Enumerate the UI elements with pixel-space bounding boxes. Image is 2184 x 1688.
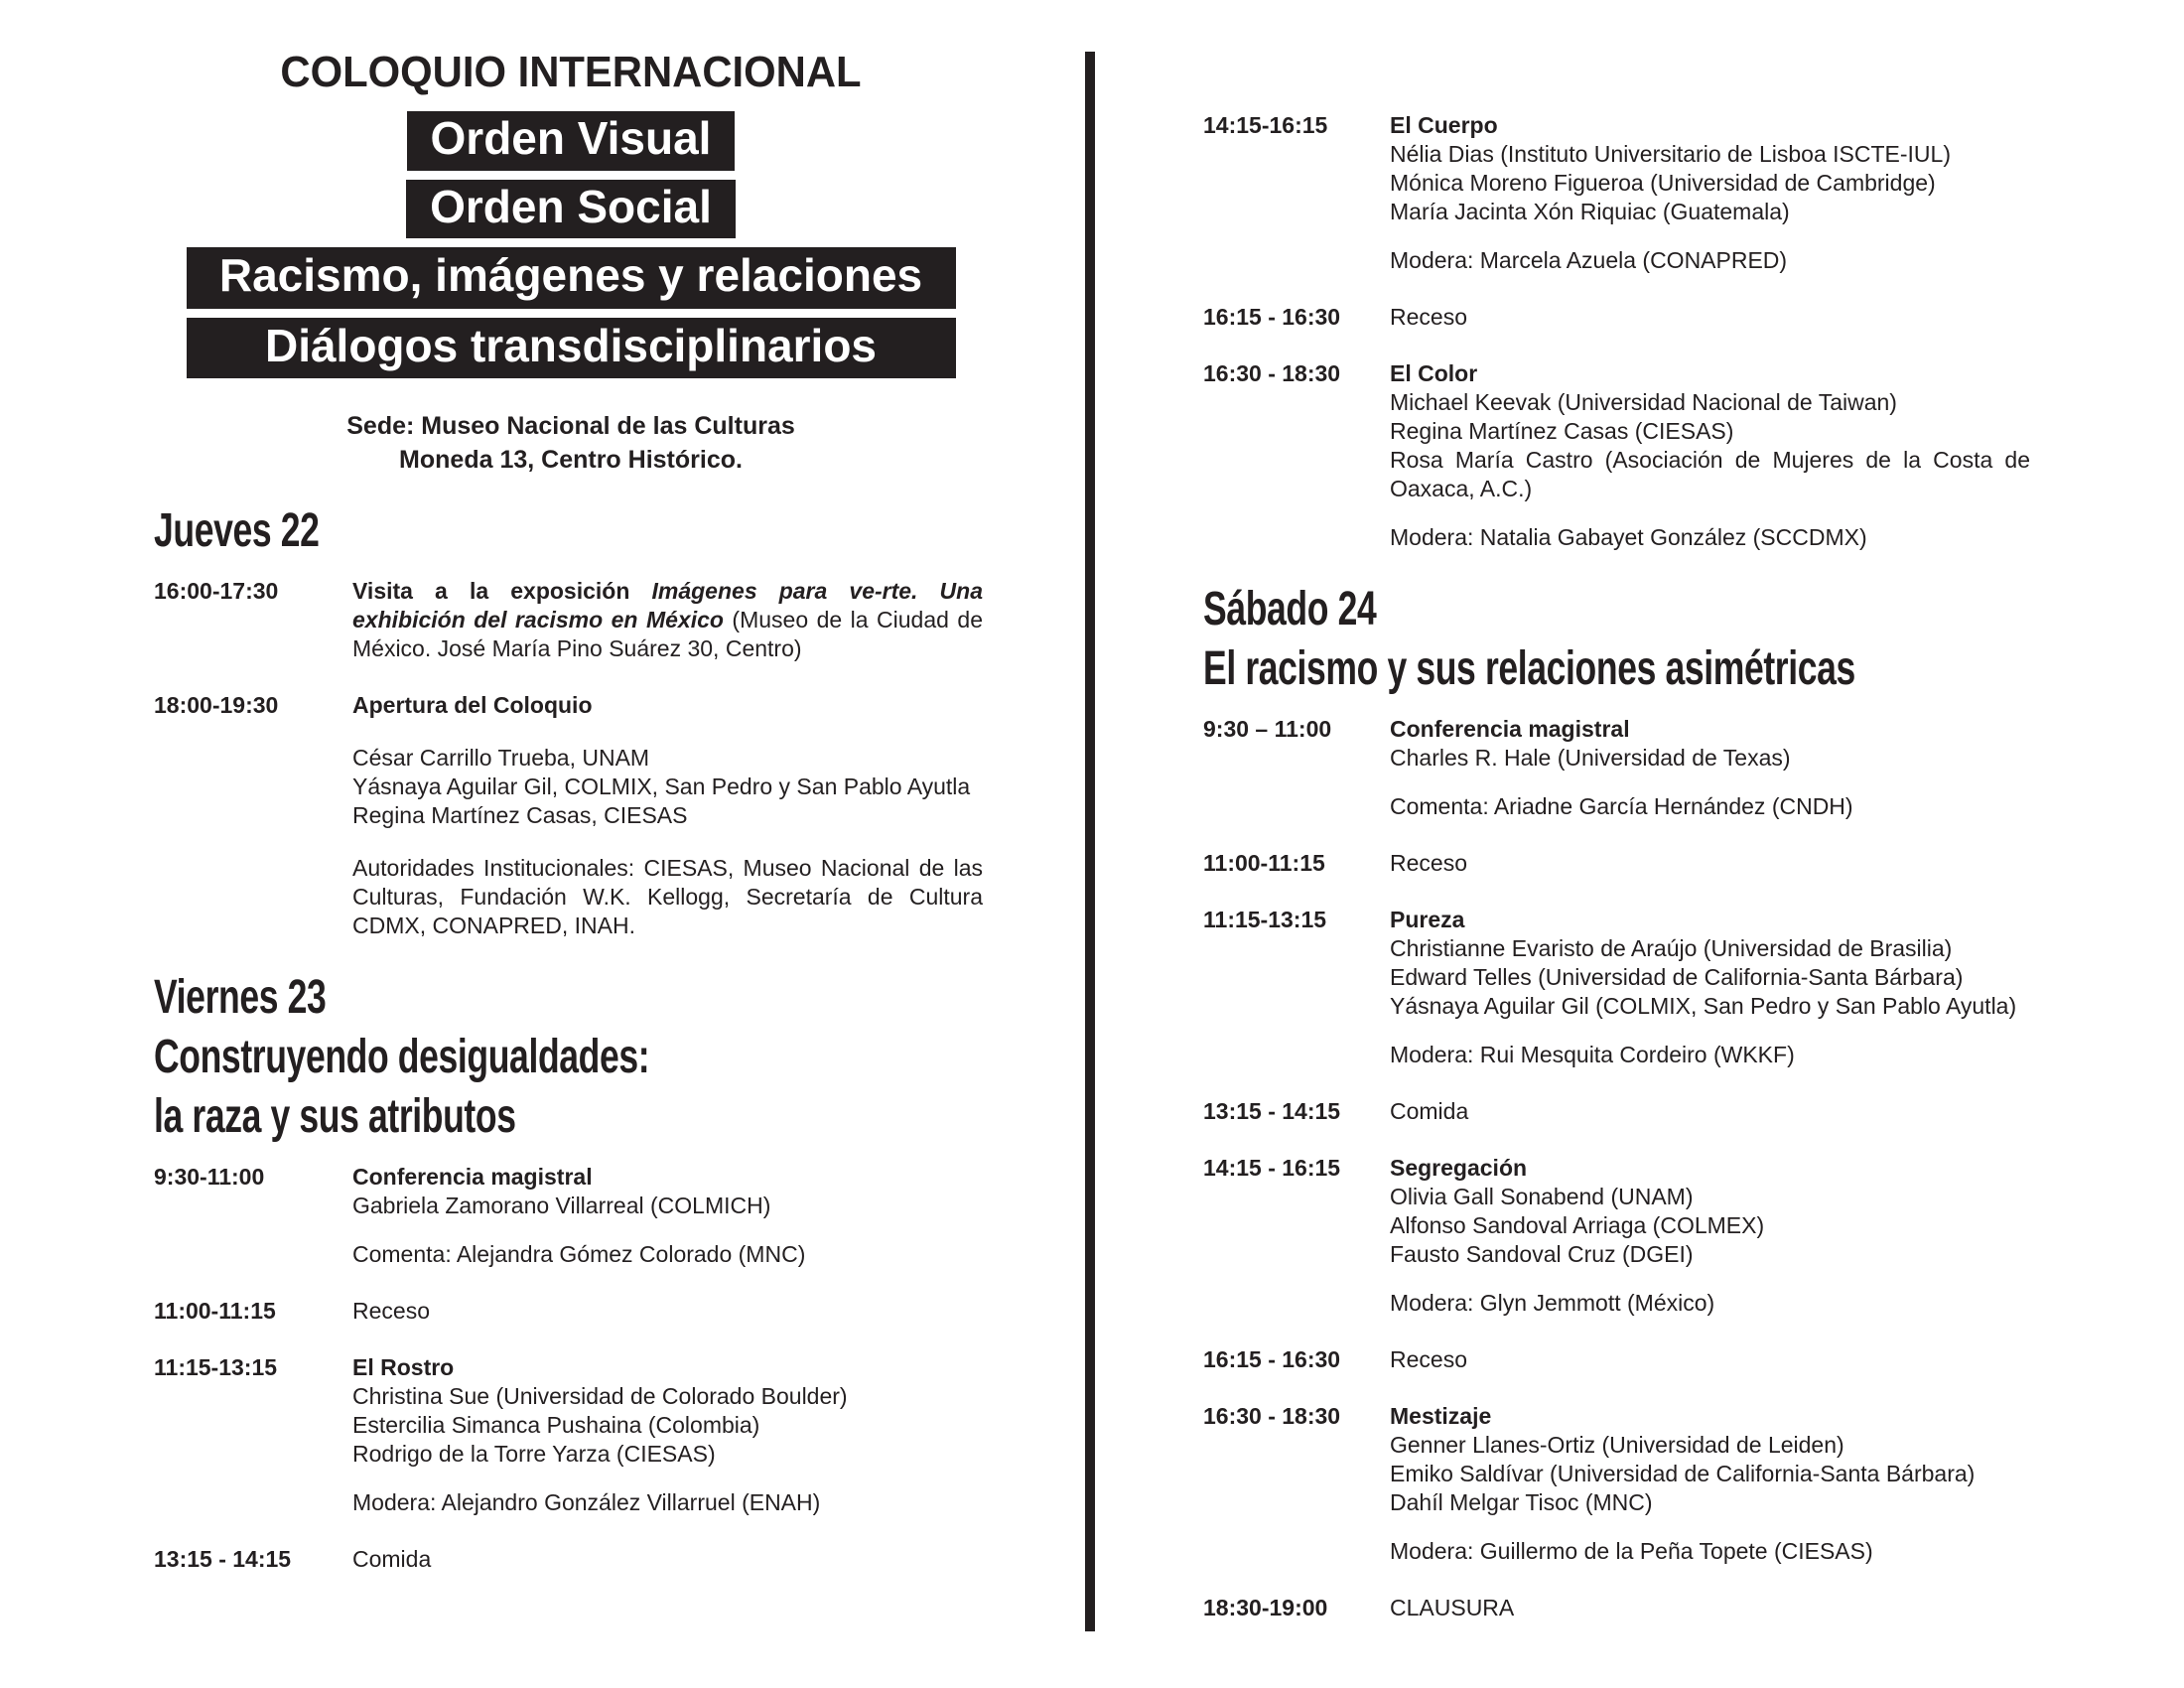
session-label: Receso	[1390, 850, 1467, 876]
speaker-list	[1390, 388, 2030, 503]
speaker-line: Nélia Dias (Instituto Universitario de Lisboa ISCTE-IUL)	[1390, 141, 1951, 167]
session-time: 16:30 - 18:30	[1203, 1403, 1341, 1429]
speaker-line: Mónica Moreno Figueroa (Universidad de Cambridge)	[1390, 170, 1936, 196]
session-row	[1203, 906, 2037, 1069]
speaker-line: Emiko Saldívar (Universidad de California-Santa Bárbara)	[1390, 1461, 1976, 1486]
title-segment: Visita a la exposición	[352, 578, 652, 604]
speaker-line: Yásnaya Aguilar Gil (COLMIX, San Pedro y San Pablo Ayutla)	[1390, 993, 2017, 1019]
day-heading	[154, 968, 771, 1147]
day-title-line: Viernes 23	[154, 971, 327, 1024]
session-time: 14:15 - 16:15	[1203, 1155, 1341, 1181]
session-time: 16:15 - 16:30	[1203, 304, 1341, 330]
speaker-line: Regina Martínez Casas, CIESAS	[352, 802, 688, 828]
session-body	[1390, 1154, 2030, 1318]
speaker-line: Charles R. Hale (Universidad de Texas)	[1390, 745, 1791, 771]
speaker-line: Michael Keevak (Universidad Nacional de Taiwan)	[1390, 389, 1897, 415]
session-time: 11:15-13:15	[154, 1354, 278, 1380]
banner-line-orden-visual: Orden Visual	[407, 111, 736, 171]
schedule-column-left	[154, 501, 988, 1602]
speaker-list	[1390, 934, 2030, 1021]
speaker-line: Fausto Sandoval Cruz (DGEI)	[1390, 1241, 1694, 1267]
session-body	[352, 1297, 983, 1326]
speaker-line: Edward Telles (Universidad de California-Santa Bárbara)	[1390, 964, 1964, 990]
program-header	[139, 48, 1003, 478]
session-time: 11:00-11:15	[154, 1298, 276, 1324]
speaker-line: Genner Llanes-Ortiz (Universidad de Leiden)	[1390, 1432, 1844, 1458]
session-body	[352, 1545, 983, 1574]
session-time: 16:30 - 18:30	[1203, 360, 1341, 386]
session-body	[1390, 906, 2030, 1069]
session-title: El Color	[1390, 360, 1478, 386]
moderator-line: Modera: Rui Mesquita Cordeiro (WKKF)	[1390, 1042, 1795, 1067]
venue-line-address: Moneda 13, Centro Histórico.	[399, 445, 743, 474]
session-body	[352, 1163, 983, 1269]
speaker-list	[1390, 140, 2030, 226]
banner-line-orden-social: Orden Social	[406, 180, 736, 239]
title-segment: Imágenes para ve-rte. Una exhibición del racismo en México	[352, 578, 983, 633]
moderator-line: Modera: Natalia Gabayet González (SCCDMX)	[1390, 524, 1867, 550]
speaker-line: Christina Sue (Universidad de Colorado Boulder)	[352, 1383, 848, 1409]
session-row	[1203, 1345, 2037, 1374]
speaker-line: Rosa María Castro (Asociación de Mujeres de la Costa de Oaxaca, A.C.)	[1390, 447, 2030, 501]
session-body	[1390, 1345, 2030, 1374]
session-row	[1203, 111, 2037, 275]
session-title: Pureza	[1390, 907, 1465, 932]
session-row	[1203, 1402, 2037, 1566]
session-label: Receso	[1390, 1346, 1467, 1372]
speaker-line: Dahíl Melgar Tisoc (MNC)	[1390, 1489, 1653, 1515]
session-body	[1390, 359, 2030, 552]
speaker-line: Gabriela Zamorano Villarreal (COLMICH)	[352, 1193, 771, 1218]
moderator-line: Comenta: Ariadne García Hernández (CNDH)	[1390, 793, 1853, 819]
speaker-line: Olivia Gall Sonabend (UNAM)	[1390, 1184, 1694, 1209]
session-time: 13:15 - 14:15	[1203, 1098, 1341, 1124]
speaker-list	[1390, 1431, 2030, 1517]
session-time: 14:15-16:15	[1203, 112, 1328, 138]
session-label: Receso	[1390, 304, 1467, 330]
moderator-line: Modera: Guillermo de la Peña Topete (CIESAS)	[1390, 1538, 1873, 1564]
session-time: 11:00-11:15	[1203, 850, 1325, 876]
speaker-list	[1390, 744, 2030, 773]
speaker-list	[352, 1192, 983, 1220]
banner-line-racismo: Racismo, imágenes y relaciones	[187, 247, 956, 309]
session-label: Comida	[1390, 1098, 1469, 1124]
speaker-line: Yásnaya Aguilar Gil, COLMIX, San Pedro y San Pablo Ayutla	[352, 774, 971, 799]
session-row	[154, 1353, 988, 1517]
day-heading	[154, 501, 771, 561]
day-title-line: la raza y sus atributos	[154, 1090, 516, 1143]
speaker-line: María Jacinta Xón Riquiac (Guatemala)	[1390, 199, 1790, 224]
day-heading	[1203, 580, 1855, 699]
banner-line-dialogos: Diálogos transdisciplinarios	[187, 318, 956, 379]
session-body	[1390, 303, 2030, 332]
session-body	[1390, 1594, 2030, 1622]
session-body	[1390, 1402, 2030, 1566]
session-label: CLAUSURA	[1390, 1595, 1515, 1620]
moderator-line: Modera: Alejandro González Villarruel (ENAH)	[352, 1489, 821, 1515]
session-row	[1203, 303, 2037, 332]
session-body	[1390, 715, 2030, 821]
session-row	[154, 1297, 988, 1326]
speaker-line: Christianne Evaristo de Araújo (Universidad de Brasilia)	[1390, 935, 1953, 961]
title-banner	[139, 111, 1003, 378]
session-body	[1390, 111, 2030, 275]
session-time: 9:30-11:00	[154, 1164, 265, 1190]
speaker-list	[352, 1382, 983, 1469]
session-body	[352, 577, 983, 663]
day-title-line: El racismo y sus relaciones asimétricas	[1203, 642, 1855, 695]
session-time: 16:15 - 16:30	[1203, 1346, 1341, 1372]
session-row	[1203, 359, 2037, 552]
speaker-line: Alfonso Sandoval Arriaga (COLMEX)	[1390, 1212, 1765, 1238]
speaker-line: Rodrigo de la Torre Yarza (CIESAS)	[352, 1441, 716, 1467]
conference-kicker: COLOQUIO INTERNACIONAL	[280, 48, 862, 96]
schedule-column-right	[1203, 111, 2037, 1650]
session-title: Conferencia magistral	[352, 1164, 593, 1190]
session-time: 9:30 – 11:00	[1203, 716, 1332, 742]
session-time: 11:15-13:15	[1203, 907, 1327, 932]
session-body	[1390, 849, 2030, 878]
venue-line-sede: Sede: Museo Nacional de las Culturas	[346, 412, 795, 441]
session-body	[352, 691, 983, 940]
session-row	[154, 691, 988, 940]
session-time: 16:00-17:30	[154, 578, 279, 604]
day-title-line: Construyendo desigualdades:	[154, 1031, 650, 1083]
column-divider-rule	[1085, 52, 1095, 1631]
speaker-line: Regina Martínez Casas (CIESAS)	[1390, 418, 1734, 444]
session-body	[1390, 1097, 2030, 1126]
moderator-line: Modera: Marcela Azuela (CONAPRED)	[1390, 247, 1788, 273]
session-title: Segregación	[1390, 1155, 1528, 1181]
session-row	[154, 577, 988, 663]
speaker-line: Estercilia Simanca Pushaina (Colombia)	[352, 1412, 760, 1438]
speaker-list	[1390, 1183, 2030, 1269]
session-time: 13:15 - 14:15	[154, 1546, 292, 1572]
session-row	[154, 1163, 988, 1269]
session-title: El Rostro	[352, 1354, 455, 1380]
session-row	[1203, 715, 2037, 821]
session-row	[1203, 1097, 2037, 1126]
session-title-rich	[352, 577, 983, 663]
session-title: Conferencia magistral	[1390, 716, 1630, 742]
session-label: Comida	[352, 1546, 432, 1572]
speaker-list	[352, 744, 983, 830]
session-title: Apertura del Coloquio	[352, 692, 593, 718]
moderator-line: Modera: Glyn Jemmott (México)	[1390, 1290, 1715, 1316]
session-body	[352, 1353, 983, 1517]
day-title-line: Jueves 22	[154, 504, 320, 557]
session-title: El Cuerpo	[1390, 112, 1498, 138]
institutional-note: Autoridades Institucionales: CIESAS, Museo Nacional de las Culturas, Fundación W.K. Kellogg, Secretaría de Cultura CDMX, CONAPRED, INAH.	[352, 855, 983, 938]
speaker-line: César Carrillo Trueba, UNAM	[352, 745, 650, 771]
moderator-line: Comenta: Alejandra Gómez Colorado (MNC)	[352, 1241, 806, 1267]
session-row	[1203, 849, 2037, 878]
session-time: 18:30-19:00	[1203, 1595, 1328, 1620]
session-label: Receso	[352, 1298, 430, 1324]
title-segment: (Museo de la Ciudad de México. José María Pino Suárez 30, Centro)	[352, 607, 983, 661]
session-row	[1203, 1594, 2037, 1622]
session-title: Mestizaje	[1390, 1403, 1492, 1429]
venue-block	[139, 410, 1003, 478]
session-row	[154, 1545, 988, 1574]
day-title-line: Sábado 24	[1203, 583, 1377, 635]
session-time: 18:00-19:30	[154, 692, 279, 718]
session-row	[1203, 1154, 2037, 1318]
